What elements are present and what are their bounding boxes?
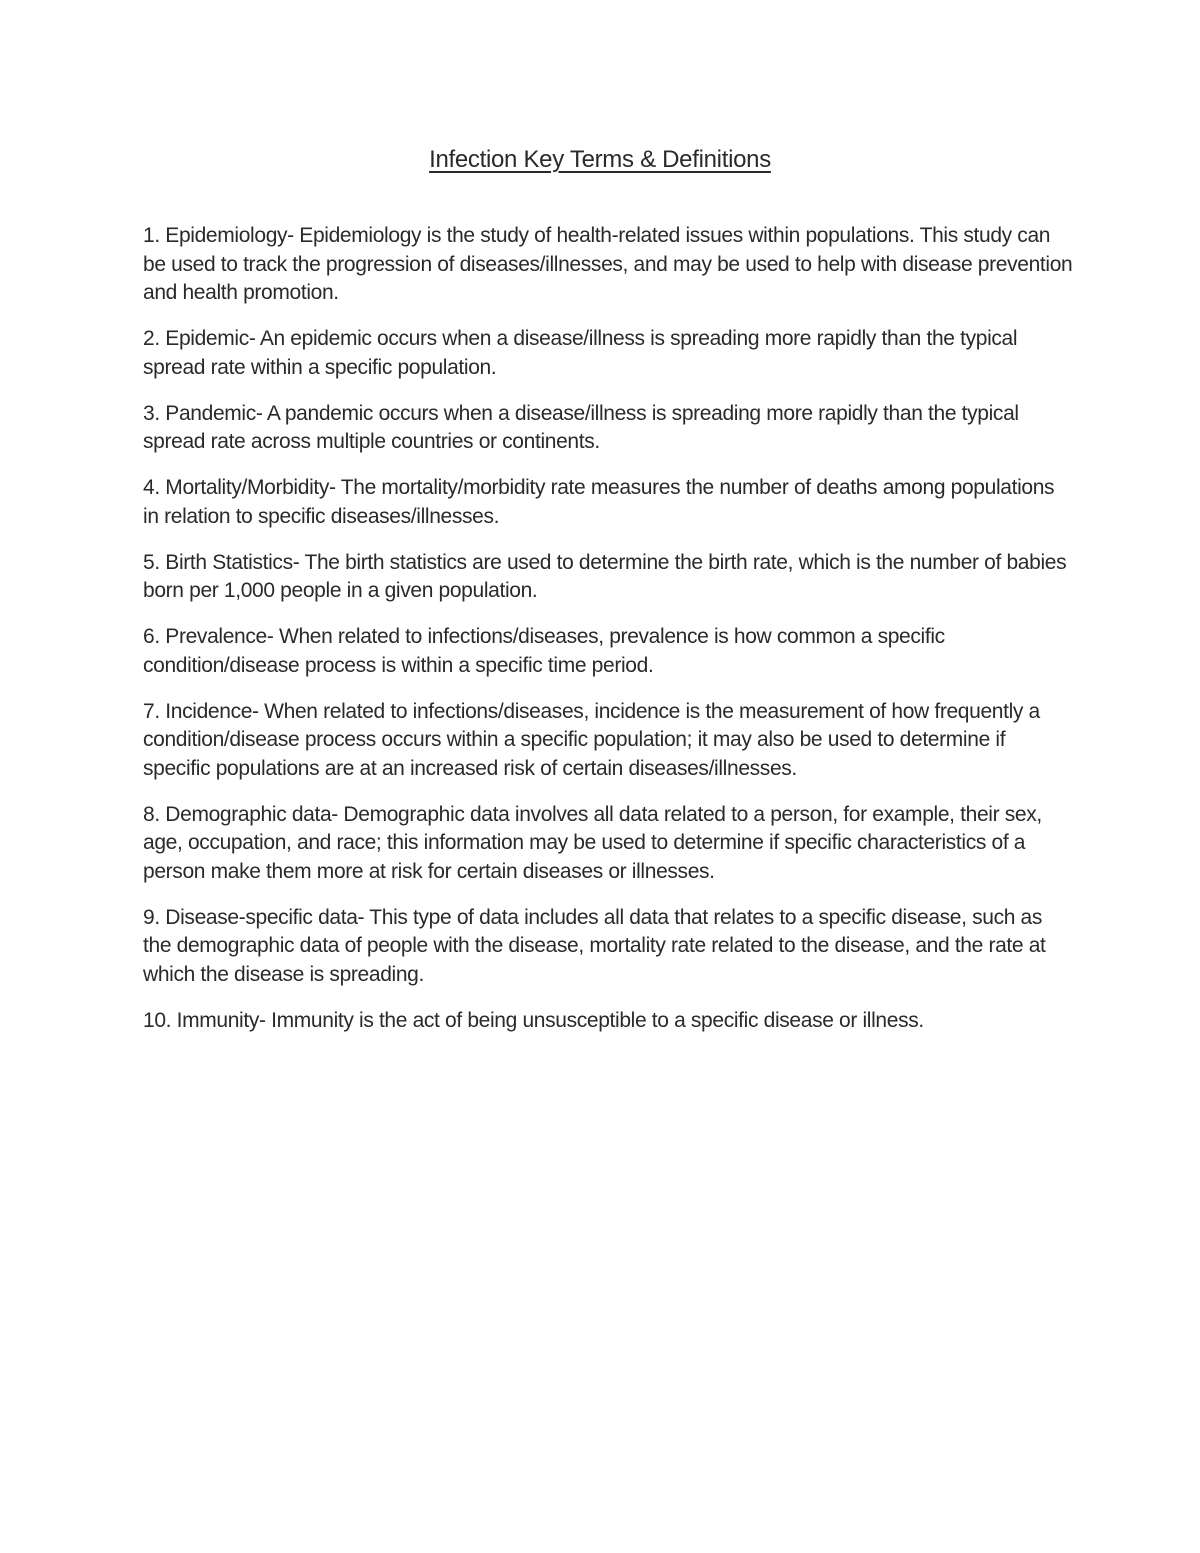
page-title [0, 143, 1200, 177]
term-item: 5. Birth Statistics- The birth statistics are used to determine the birth rate, which is the number of babies born per 1,000 people in a given population. [143, 550, 1067, 602]
term-item: 3. Pandemic- A pandemic occurs when a disease/illness is spreading more rapidly than the typical spread rate across multiple countries or continents. [143, 401, 1019, 453]
term-item: 1. Epidemiology- Epidemiology is the study of health-related issues within populations. This study can be used to track the progression of diseases/illnesses, and may be used to help with disease prevention and health promotion. [143, 224, 1073, 304]
term-item: 9. Disease-specific data- This type of data includes all data that relates to a specific disease, such as the demographic data of people with the disease, mortality rate related to the disease, and the rate at which the disease is spreading. [143, 905, 1046, 986]
term-item: 2. Epidemic- An epidemic occurs when a disease/illness is spreading more rapidly than the typical spread rate within a specific population. [143, 327, 1018, 379]
term-item: 7. Incidence- When related to infections/diseases, incidence is the measurement of how frequently a condition/disease process occurs within a specific population; it may also be used to determine if specific populations are at an increased risk of certain diseases/illnesses. [143, 699, 1040, 780]
term-item: 6. Prevalence- When related to infections/diseases, prevalence is how common a specific condition/disease process is within a specific time period. [143, 625, 945, 677]
term-item: 10. Immunity- Immunity is the act of being unsusceptible to a specific disease or illness. [143, 1008, 924, 1032]
term-item: 8. Demographic data- Demographic data involves all data related to a person, for example, their sex, age, occupation, and race; this information may be used to determine if specific characteristics of a person make them more at risk for certain diseases or illnesses. [143, 802, 1042, 883]
term-item: 4. Mortality/Morbidity- The mortality/morbidity rate measures the number of deaths among populations in relation to specific diseases/illnesses. [143, 476, 1055, 528]
page-title-text: Infection Key Terms & Definitions [429, 146, 771, 173]
terms-list [143, 222, 1073, 1053]
